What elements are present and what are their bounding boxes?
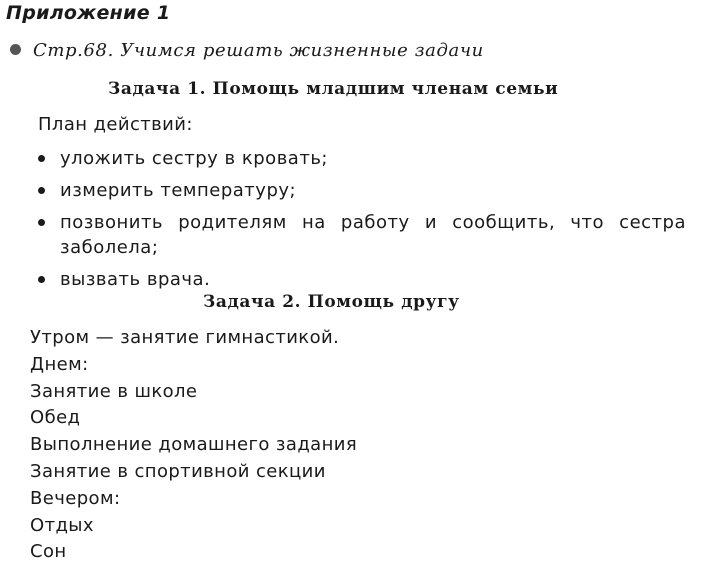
- plan-step-text: измерить температуру;: [60, 180, 297, 201]
- schedule-item: Вечером:: [30, 487, 121, 509]
- schedule-item: Занятие в школе: [30, 380, 198, 402]
- section-bullet-icon: [10, 44, 21, 55]
- schedule-item: Занятие в спортивной секции: [30, 460, 326, 482]
- schedule-item: Выполнение домашнего задания: [30, 434, 358, 456]
- bullet-icon: [38, 155, 45, 162]
- plan-step: [36, 146, 686, 171]
- plan-step: [36, 210, 686, 260]
- appendix-title: Приложение 1: [6, 2, 171, 24]
- schedule-list: [30, 325, 357, 566]
- schedule-item: Днем:: [30, 353, 89, 375]
- plan-step-text: позвонить родителям на работу и сообщить, что сестра заболела;: [60, 212, 686, 258]
- schedule-item: Утром — занятие гимнастикой.: [30, 327, 340, 348]
- schedule-item: Отдых: [30, 514, 94, 536]
- plan-label: План действий:: [38, 114, 193, 135]
- schedule-item: Обед: [30, 407, 81, 429]
- plan-step: [36, 178, 686, 203]
- schedule-item: Сон: [30, 541, 67, 563]
- section-reference: [10, 40, 484, 61]
- bullet-icon: [38, 276, 45, 283]
- bullet-icon: [38, 187, 45, 194]
- plan-step: [36, 267, 686, 292]
- task2-heading: Задача 2. Помощь другу: [203, 292, 460, 312]
- plan-list: [36, 146, 686, 299]
- plan-step-text: уложить сестру в кровать;: [60, 148, 328, 169]
- plan-step-text: вызвать врача.: [60, 269, 211, 290]
- task1-heading: Задача 1. Помощь младшим членам семьи: [108, 79, 559, 99]
- section-reference-text: Стр.68. Учимся решать жизненные задачи: [33, 40, 484, 61]
- bullet-icon: [38, 219, 45, 226]
